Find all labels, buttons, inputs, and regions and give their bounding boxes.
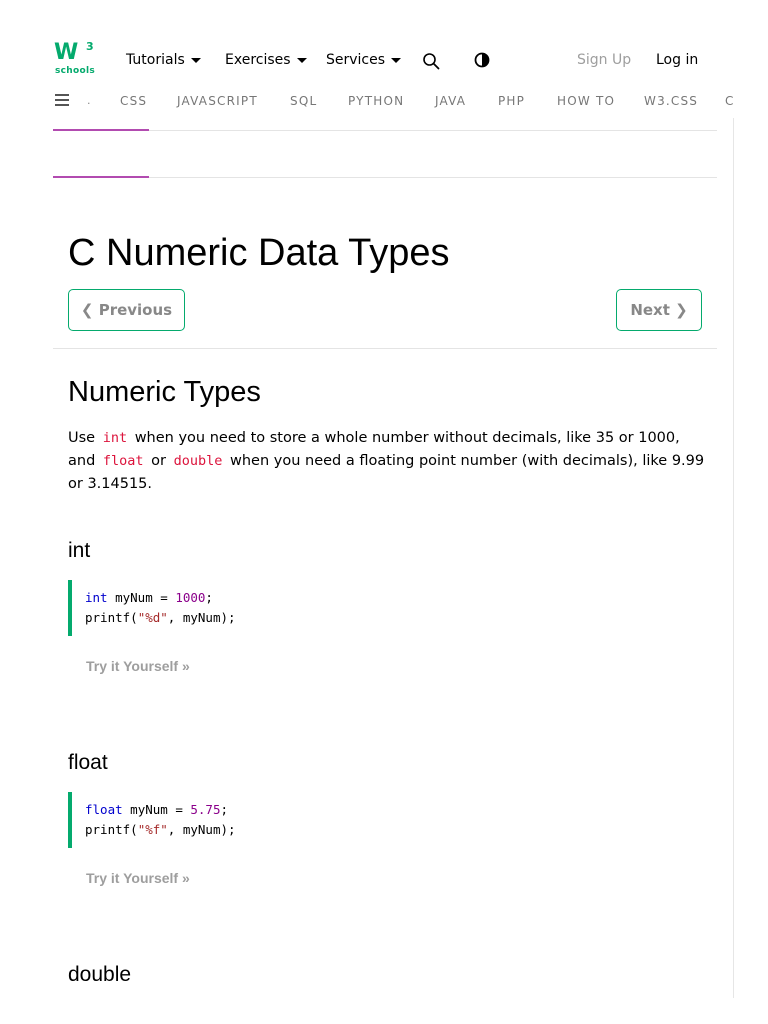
- caret-down-icon: [191, 58, 201, 63]
- try-it-yourself-button[interactable]: Try it Yourself »: [86, 658, 190, 674]
- ad-marker-top: [53, 129, 149, 131]
- keyword-double: double: [173, 453, 223, 469]
- subnav-item-javascript[interactable]: JAVASCRIPT: [177, 94, 258, 108]
- code-text: myNum =: [107, 590, 176, 605]
- code-text: myNum =: [122, 802, 191, 817]
- intro-paragraph: [68, 427, 708, 496]
- nav-exercises-label: Exercises: [225, 52, 291, 68]
- w3schools-logo[interactable]: [54, 42, 96, 78]
- code-example-float: [68, 792, 708, 848]
- ad-placeholder: [53, 130, 717, 178]
- caret-down-icon: [391, 58, 401, 63]
- caret-down-icon: [297, 58, 307, 63]
- code-number: 1000: [175, 590, 206, 605]
- previous-button[interactable]: ❮ Previous: [68, 289, 185, 331]
- example-heading-int: int: [68, 539, 91, 562]
- nav-tutorials[interactable]: [126, 52, 201, 68]
- code-line: [85, 820, 708, 840]
- nav-exercises[interactable]: [225, 52, 307, 68]
- ad-marker-bottom: [53, 176, 149, 178]
- code-text: printf(: [85, 610, 138, 625]
- logo-text: schools: [55, 66, 96, 76]
- code-line: [85, 588, 708, 608]
- logo-mark: W: [54, 40, 77, 65]
- contrast-icon[interactable]: [474, 52, 490, 68]
- example-heading-double: double: [68, 963, 132, 986]
- divider: [53, 348, 717, 349]
- code-text: ;: [220, 802, 229, 817]
- code-string: "%f": [137, 822, 168, 837]
- code-line: [85, 608, 708, 628]
- topic-navigation: [0, 90, 768, 112]
- logo-superscript: 3: [86, 40, 94, 53]
- subnav-item-php[interactable]: PHP: [498, 94, 526, 108]
- example-heading-float: float: [68, 751, 108, 774]
- top-navigation-bar: [0, 0, 768, 90]
- intro-text-3: or: [151, 453, 166, 469]
- subnav-leading: .: [87, 94, 91, 107]
- code-text: , myNum);: [167, 822, 236, 837]
- keyword-int: int: [102, 430, 128, 446]
- menu-icon[interactable]: [55, 94, 69, 106]
- subnav-item-sql[interactable]: SQL: [290, 94, 318, 108]
- code-line: [85, 800, 708, 820]
- code-type: float: [85, 802, 123, 817]
- code-text: , myNum);: [167, 610, 236, 625]
- code-example-int: [68, 580, 708, 636]
- subnav-item-c[interactable]: C: [725, 94, 735, 108]
- nav-services[interactable]: [326, 52, 401, 68]
- intro-text-2: when you need to store a whole number without decimals, like 35 or 1000, and: [68, 430, 680, 469]
- keyword-float: float: [102, 453, 144, 469]
- content-right-border: [733, 118, 734, 998]
- subnav-item-how-to[interactable]: HOW TO: [557, 94, 616, 108]
- nav-services-label: Services: [326, 52, 386, 68]
- code-string: "%d": [137, 610, 168, 625]
- subnav-item-css[interactable]: CSS: [120, 94, 148, 108]
- try-it-yourself-button[interactable]: Try it Yourself »: [86, 870, 190, 886]
- subnav-item-java[interactable]: JAVA: [435, 94, 467, 108]
- sign-up-link[interactable]: Sign Up: [577, 52, 632, 68]
- code-number: 5.75: [190, 802, 221, 817]
- log-in-link[interactable]: Log in: [656, 52, 699, 68]
- subnav-item-python[interactable]: PYTHON: [348, 94, 405, 108]
- code-type: int: [85, 590, 108, 605]
- next-button[interactable]: Next ❯: [616, 289, 702, 331]
- code-text: printf(: [85, 822, 138, 837]
- code-text: ;: [205, 590, 213, 605]
- search-icon[interactable]: [422, 52, 440, 70]
- subnav-item-w3css[interactable]: W3.CSS: [644, 94, 699, 108]
- intro-text-1: Use: [68, 430, 96, 446]
- nav-tutorials-label: Tutorials: [126, 52, 185, 68]
- page-title: C Numeric Data Types: [68, 232, 450, 274]
- section-title: Numeric Types: [68, 376, 261, 408]
- intro-text-4: when you need a floating point number (with decimals), like 9.99 or 3.14515.: [68, 453, 705, 492]
